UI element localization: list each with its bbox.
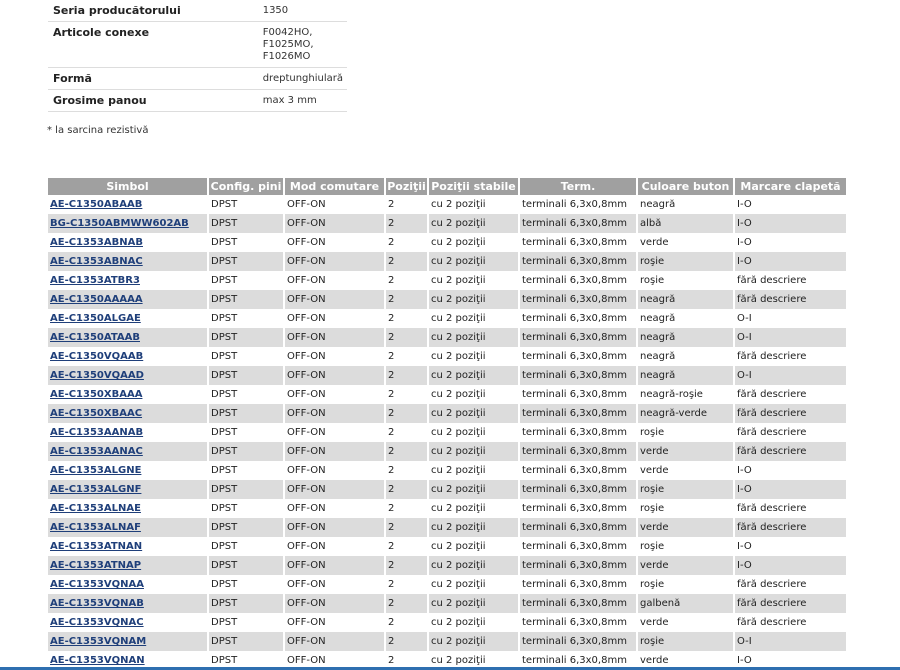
table-cell-stable-positions: cu 2 poziţii xyxy=(428,537,519,556)
table-cell-pin-config: DPST xyxy=(208,499,284,518)
table-cell-switching-mode: OFF-ON xyxy=(284,594,385,613)
table-cell-button-color: roşie xyxy=(637,252,734,271)
table-cell-pin-config: DPST xyxy=(208,252,284,271)
table-cell-stable-positions: cu 2 poziţii xyxy=(428,499,519,518)
table-cell-terminals: terminali 6,3x0,8mm xyxy=(519,214,637,233)
table-cell-pin-config: DPST xyxy=(208,271,284,290)
table-cell-terminals: terminali 6,3x0,8mm xyxy=(519,480,637,499)
spec-row xyxy=(48,0,347,22)
table-cell-key-marking: fără descriere xyxy=(734,423,847,442)
table-cell-terminals: terminali 6,3x0,8mm xyxy=(519,366,637,385)
product-link[interactable]: AE-C1353VQNAC xyxy=(50,617,144,628)
column-header-key-marking: Marcare clapetă xyxy=(734,178,847,195)
table-row xyxy=(48,404,847,423)
table-cell-button-color: roşie xyxy=(637,423,734,442)
product-link[interactable]: AE-C1350VQAAB xyxy=(50,351,144,362)
spec-value xyxy=(258,0,347,22)
table-cell-key-marking: fără descriere xyxy=(734,347,847,366)
product-link[interactable]: AE-C1350ABAAB xyxy=(50,199,143,210)
table-cell-positions: 2 xyxy=(385,214,428,233)
table-cell-symbol xyxy=(48,328,208,347)
table-cell-terminals: terminali 6,3x0,8mm xyxy=(519,328,637,347)
table-cell-terminals: terminali 6,3x0,8mm xyxy=(519,461,637,480)
table-row xyxy=(48,632,847,651)
table-cell-key-marking: O-I xyxy=(734,309,847,328)
spec-row xyxy=(48,90,347,112)
table-cell-button-color: neagră xyxy=(637,328,734,347)
table-cell-pin-config: DPST xyxy=(208,613,284,632)
table-cell-pin-config: DPST xyxy=(208,632,284,651)
table-cell-pin-config: DPST xyxy=(208,556,284,575)
table-cell-stable-positions: cu 2 poziţii xyxy=(428,632,519,651)
table-cell-button-color: neagră-roşie xyxy=(637,385,734,404)
table-cell-terminals: terminali 6,3x0,8mm xyxy=(519,594,637,613)
product-link[interactable]: AE-C1353ALGNE xyxy=(50,465,142,476)
table-cell-symbol xyxy=(48,290,208,309)
table-cell-positions: 2 xyxy=(385,271,428,290)
table-cell-key-marking: O-I xyxy=(734,328,847,347)
table-cell-pin-config: DPST xyxy=(208,309,284,328)
product-link[interactable]: AE-C1353ALNAF xyxy=(50,522,141,533)
table-cell-key-marking: fără descriere xyxy=(734,594,847,613)
table-cell-pin-config: DPST xyxy=(208,328,284,347)
table-cell-positions: 2 xyxy=(385,651,428,670)
table-cell-positions: 2 xyxy=(385,252,428,271)
table-cell-stable-positions: cu 2 poziţii xyxy=(428,195,519,214)
table-cell-key-marking: fără descriere xyxy=(734,613,847,632)
table-cell-terminals: terminali 6,3x0,8mm xyxy=(519,195,637,214)
product-link[interactable]: AE-C1353ATNAN xyxy=(50,541,143,552)
table-cell-positions: 2 xyxy=(385,423,428,442)
table-cell-button-color: verde xyxy=(637,518,734,537)
table-cell-button-color: neagră-verde xyxy=(637,404,734,423)
table-cell-switching-mode: OFF-ON xyxy=(284,461,385,480)
table-cell-key-marking: I-O xyxy=(734,461,847,480)
table-cell-switching-mode: OFF-ON xyxy=(284,347,385,366)
table-cell-key-marking: I-O xyxy=(734,233,847,252)
product-link[interactable]: AE-C1353VQNAN xyxy=(50,655,145,666)
table-cell-key-marking: I-O xyxy=(734,556,847,575)
table-cell-key-marking: I-O xyxy=(734,195,847,214)
table-cell-button-color: roşie xyxy=(637,575,734,594)
table-cell-positions: 2 xyxy=(385,518,428,537)
table-cell-button-color: neagră xyxy=(637,347,734,366)
table-cell-symbol xyxy=(48,480,208,499)
table-row xyxy=(48,499,847,518)
table-cell-terminals: terminali 6,3x0,8mm xyxy=(519,233,637,252)
table-cell-button-color: neagră xyxy=(637,290,734,309)
table-cell-stable-positions: cu 2 poziţii xyxy=(428,271,519,290)
table-header-row xyxy=(48,178,847,195)
column-header-stable-positions: Poziţii stabile xyxy=(428,178,519,195)
table-cell-symbol xyxy=(48,366,208,385)
table-cell-switching-mode: OFF-ON xyxy=(284,651,385,670)
table-row xyxy=(48,252,847,271)
spec-value-line: F1026MO xyxy=(262,51,311,62)
column-header-pin-config: Config. pini xyxy=(208,178,284,195)
table-cell-positions: 2 xyxy=(385,613,428,632)
table-cell-terminals: terminali 6,3x0,8mm xyxy=(519,442,637,461)
table-cell-switching-mode: OFF-ON xyxy=(284,385,385,404)
table-cell-terminals: terminali 6,3x0,8mm xyxy=(519,404,637,423)
table-row xyxy=(48,309,847,328)
table-row xyxy=(48,328,847,347)
table-cell-symbol xyxy=(48,632,208,651)
table-cell-terminals: terminali 6,3x0,8mm xyxy=(519,556,637,575)
table-row xyxy=(48,195,847,214)
product-link[interactable]: BG-C1350ABMWW602AB xyxy=(50,218,189,229)
table-cell-switching-mode: OFF-ON xyxy=(284,271,385,290)
spec-label: Formă xyxy=(48,68,258,90)
table-cell-switching-mode: OFF-ON xyxy=(284,195,385,214)
table-cell-pin-config: DPST xyxy=(208,461,284,480)
table-cell-switching-mode: OFF-ON xyxy=(284,556,385,575)
table-cell-switching-mode: OFF-ON xyxy=(284,233,385,252)
table-cell-symbol xyxy=(48,613,208,632)
table-cell-pin-config: DPST xyxy=(208,423,284,442)
table-cell-key-marking: O-I xyxy=(734,366,847,385)
table-cell-stable-positions: cu 2 poziţii xyxy=(428,347,519,366)
table-cell-pin-config: DPST xyxy=(208,347,284,366)
table-cell-button-color: verde xyxy=(637,461,734,480)
table-cell-stable-positions: cu 2 poziţii xyxy=(428,423,519,442)
table-row xyxy=(48,347,847,366)
table-cell-switching-mode: OFF-ON xyxy=(284,328,385,347)
table-cell-key-marking: O-I xyxy=(734,632,847,651)
column-header-terminals: Term. xyxy=(519,178,637,195)
table-cell-stable-positions: cu 2 poziţii xyxy=(428,442,519,461)
table-row xyxy=(48,613,847,632)
table-cell-pin-config: DPST xyxy=(208,651,284,670)
table-cell-terminals: terminali 6,3x0,8mm xyxy=(519,252,637,271)
table-cell-button-color: verde xyxy=(637,613,734,632)
table-cell-symbol xyxy=(48,309,208,328)
column-header-switching-mode: Mod comutare xyxy=(284,178,385,195)
table-cell-symbol xyxy=(48,518,208,537)
product-table xyxy=(48,178,848,670)
table-cell-terminals: terminali 6,3x0,8mm xyxy=(519,651,637,670)
table-cell-pin-config: DPST xyxy=(208,214,284,233)
column-header-positions: Poziţii xyxy=(385,178,428,195)
table-row xyxy=(48,442,847,461)
table-cell-symbol xyxy=(48,214,208,233)
table-cell-terminals: terminali 6,3x0,8mm xyxy=(519,290,637,309)
table-cell-positions: 2 xyxy=(385,499,428,518)
table-cell-positions: 2 xyxy=(385,594,428,613)
table-cell-symbol xyxy=(48,347,208,366)
table-cell-symbol xyxy=(48,537,208,556)
table-cell-stable-positions: cu 2 poziţii xyxy=(428,461,519,480)
column-header-symbol: Simbol xyxy=(48,178,208,195)
table-cell-symbol xyxy=(48,271,208,290)
table-cell-stable-positions: cu 2 poziţii xyxy=(428,233,519,252)
table-cell-terminals: terminali 6,3x0,8mm xyxy=(519,613,637,632)
spec-value xyxy=(258,22,347,68)
table-cell-positions: 2 xyxy=(385,290,428,309)
spec-value-line: 1350 xyxy=(262,5,289,16)
product-link[interactable]: AE-C1353VQNAM xyxy=(50,636,147,647)
table-row xyxy=(48,594,847,613)
spec-table xyxy=(48,0,347,112)
table-cell-switching-mode: OFF-ON xyxy=(284,499,385,518)
table-cell-pin-config: DPST xyxy=(208,233,284,252)
table-row xyxy=(48,233,847,252)
table-cell-switching-mode: OFF-ON xyxy=(284,214,385,233)
product-link[interactable]: AE-C1353VQNAA xyxy=(50,579,144,590)
table-cell-positions: 2 xyxy=(385,442,428,461)
table-cell-positions: 2 xyxy=(385,347,428,366)
table-cell-button-color: verde xyxy=(637,442,734,461)
table-cell-key-marking: I-O xyxy=(734,214,847,233)
table-cell-pin-config: DPST xyxy=(208,385,284,404)
table-cell-button-color: galbenă xyxy=(637,594,734,613)
table-cell-positions: 2 xyxy=(385,195,428,214)
product-link[interactable]: AE-C1353AANAB xyxy=(50,427,144,438)
table-cell-stable-positions: cu 2 poziţii xyxy=(428,613,519,632)
table-cell-stable-positions: cu 2 poziţii xyxy=(428,214,519,233)
table-row xyxy=(48,214,847,233)
table-cell-symbol xyxy=(48,594,208,613)
table-cell-positions: 2 xyxy=(385,461,428,480)
table-cell-positions: 2 xyxy=(385,632,428,651)
table-cell-switching-mode: OFF-ON xyxy=(284,404,385,423)
table-cell-positions: 2 xyxy=(385,575,428,594)
product-link[interactable]: AE-C1350ALGAE xyxy=(50,313,141,324)
table-cell-pin-config: DPST xyxy=(208,290,284,309)
table-cell-terminals: terminali 6,3x0,8mm xyxy=(519,537,637,556)
table-cell-switching-mode: OFF-ON xyxy=(284,632,385,651)
table-row xyxy=(48,575,847,594)
table-cell-positions: 2 xyxy=(385,556,428,575)
spec-value-line: F1025MO, xyxy=(262,39,314,50)
table-cell-terminals: terminali 6,3x0,8mm xyxy=(519,518,637,537)
product-link[interactable]: AE-C1350XBAAC xyxy=(50,408,143,419)
table-cell-symbol xyxy=(48,499,208,518)
table-cell-positions: 2 xyxy=(385,328,428,347)
table-cell-terminals: terminali 6,3x0,8mm xyxy=(519,385,637,404)
table-cell-button-color: neagră xyxy=(637,195,734,214)
spec-label: Grosime panou xyxy=(48,90,258,112)
table-cell-button-color: roşie xyxy=(637,271,734,290)
table-cell-symbol xyxy=(48,195,208,214)
table-cell-key-marking: fără descriere xyxy=(734,404,847,423)
table-cell-button-color: albă xyxy=(637,214,734,233)
table-cell-switching-mode: OFF-ON xyxy=(284,537,385,556)
product-link[interactable]: AE-C1353ABNAB xyxy=(50,237,143,248)
table-cell-key-marking: I-O xyxy=(734,480,847,499)
table-cell-pin-config: DPST xyxy=(208,404,284,423)
table-cell-pin-config: DPST xyxy=(208,575,284,594)
spec-label: Seria producătorului xyxy=(48,0,258,22)
table-cell-symbol xyxy=(48,385,208,404)
table-cell-button-color: verde xyxy=(637,651,734,670)
table-cell-key-marking: fără descriere xyxy=(734,290,847,309)
table-cell-key-marking: fără descriere xyxy=(734,271,847,290)
table-cell-positions: 2 xyxy=(385,385,428,404)
spec-value xyxy=(258,90,347,112)
product-link[interactable]: AE-C1353VQNAB xyxy=(50,598,144,609)
table-cell-key-marking: I-O xyxy=(734,651,847,670)
table-cell-button-color: verde xyxy=(637,556,734,575)
product-link[interactable]: AE-C1350AAAAA xyxy=(50,294,143,305)
product-link[interactable]: AE-C1350ATAAB xyxy=(50,332,140,343)
spec-row xyxy=(48,22,347,68)
table-cell-button-color: neagră xyxy=(637,366,734,385)
table-cell-switching-mode: OFF-ON xyxy=(284,442,385,461)
product-link[interactable]: AE-C1353ATBR3 xyxy=(50,275,140,286)
table-cell-key-marking: I-O xyxy=(734,537,847,556)
spec-value-line: dreptunghiulară xyxy=(262,73,343,84)
spec-value-line: F0042HO, xyxy=(262,27,313,38)
table-cell-switching-mode: OFF-ON xyxy=(284,480,385,499)
table-cell-positions: 2 xyxy=(385,537,428,556)
table-row xyxy=(48,366,847,385)
table-cell-pin-config: DPST xyxy=(208,442,284,461)
table-cell-key-marking: I-O xyxy=(734,252,847,271)
table-cell-positions: 2 xyxy=(385,233,428,252)
table-cell-positions: 2 xyxy=(385,309,428,328)
table-cell-symbol xyxy=(48,233,208,252)
table-cell-pin-config: DPST xyxy=(208,366,284,385)
table-row xyxy=(48,385,847,404)
table-row xyxy=(48,423,847,442)
table-cell-key-marking: fără descriere xyxy=(734,575,847,594)
table-cell-switching-mode: OFF-ON xyxy=(284,366,385,385)
table-cell-stable-positions: cu 2 poziţii xyxy=(428,309,519,328)
table-row xyxy=(48,461,847,480)
table-cell-symbol xyxy=(48,461,208,480)
table-cell-stable-positions: cu 2 poziţii xyxy=(428,556,519,575)
product-link[interactable]: AE-C1353ALNAE xyxy=(50,503,141,514)
table-cell-key-marking: fără descriere xyxy=(734,518,847,537)
table-cell-pin-config: DPST xyxy=(208,518,284,537)
table-cell-stable-positions: cu 2 poziţii xyxy=(428,366,519,385)
table-cell-switching-mode: OFF-ON xyxy=(284,518,385,537)
table-cell-symbol xyxy=(48,252,208,271)
table-cell-button-color: neagră xyxy=(637,309,734,328)
table-cell-button-color: roşie xyxy=(637,480,734,499)
table-row xyxy=(48,271,847,290)
table-cell-pin-config: DPST xyxy=(208,195,284,214)
table-row xyxy=(48,290,847,309)
product-link[interactable]: AE-C1353AANAC xyxy=(50,446,143,457)
column-header-button-color: Culoare buton xyxy=(637,178,734,195)
table-cell-symbol xyxy=(48,404,208,423)
table-cell-stable-positions: cu 2 poziţii xyxy=(428,290,519,309)
table-cell-symbol xyxy=(48,442,208,461)
table-cell-positions: 2 xyxy=(385,366,428,385)
table-cell-stable-positions: cu 2 poziţii xyxy=(428,252,519,271)
table-cell-terminals: terminali 6,3x0,8mm xyxy=(519,423,637,442)
table-cell-stable-positions: cu 2 poziţii xyxy=(428,404,519,423)
product-link[interactable]: AE-C1353ALGNF xyxy=(50,484,142,495)
table-cell-button-color: verde xyxy=(637,233,734,252)
table-cell-stable-positions: cu 2 poziţii xyxy=(428,480,519,499)
table-row xyxy=(48,556,847,575)
table-cell-button-color: roşie xyxy=(637,537,734,556)
table-cell-switching-mode: OFF-ON xyxy=(284,613,385,632)
table-cell-stable-positions: cu 2 poziţii xyxy=(428,594,519,613)
table-cell-stable-positions: cu 2 poziţii xyxy=(428,385,519,404)
table-cell-switching-mode: OFF-ON xyxy=(284,290,385,309)
table-cell-key-marking: fără descriere xyxy=(734,442,847,461)
table-cell-pin-config: DPST xyxy=(208,594,284,613)
spec-label: Articole conexe xyxy=(48,22,258,68)
table-cell-terminals: terminali 6,3x0,8mm xyxy=(519,632,637,651)
spec-value xyxy=(258,68,347,90)
product-link[interactable]: AE-C1353ATNAP xyxy=(50,560,142,571)
table-cell-terminals: terminali 6,3x0,8mm xyxy=(519,271,637,290)
table-cell-stable-positions: cu 2 poziţii xyxy=(428,518,519,537)
table-cell-terminals: terminali 6,3x0,8mm xyxy=(519,575,637,594)
table-cell-stable-positions: cu 2 poziţii xyxy=(428,651,519,670)
table-cell-key-marking: fără descriere xyxy=(734,499,847,518)
table-cell-terminals: terminali 6,3x0,8mm xyxy=(519,347,637,366)
table-cell-positions: 2 xyxy=(385,480,428,499)
product-link[interactable]: AE-C1353ABNAC xyxy=(50,256,143,267)
resistive-load-note: * la sarcina rezistivă xyxy=(47,125,149,136)
product-link[interactable]: AE-C1350VQAAD xyxy=(50,370,144,381)
table-cell-button-color: roşie xyxy=(637,632,734,651)
spec-row xyxy=(48,68,347,90)
table-cell-pin-config: DPST xyxy=(208,480,284,499)
table-cell-switching-mode: OFF-ON xyxy=(284,252,385,271)
product-link[interactable]: AE-C1350XBAAA xyxy=(50,389,143,400)
table-cell-terminals: terminali 6,3x0,8mm xyxy=(519,309,637,328)
table-cell-pin-config: DPST xyxy=(208,537,284,556)
table-cell-switching-mode: OFF-ON xyxy=(284,309,385,328)
table-row xyxy=(48,537,847,556)
table-cell-stable-positions: cu 2 poziţii xyxy=(428,575,519,594)
table-cell-button-color: roşie xyxy=(637,499,734,518)
table-cell-key-marking: fără descriere xyxy=(734,385,847,404)
table-cell-terminals: terminali 6,3x0,8mm xyxy=(519,499,637,518)
table-cell-switching-mode: OFF-ON xyxy=(284,423,385,442)
table-row xyxy=(48,518,847,537)
table-cell-symbol xyxy=(48,423,208,442)
table-cell-positions: 2 xyxy=(385,404,428,423)
table-cell-symbol xyxy=(48,575,208,594)
table-cell-switching-mode: OFF-ON xyxy=(284,575,385,594)
table-cell-symbol xyxy=(48,556,208,575)
table-cell-stable-positions: cu 2 poziţii xyxy=(428,328,519,347)
table-row xyxy=(48,480,847,499)
spec-value-line: max 3 mm xyxy=(262,95,317,106)
